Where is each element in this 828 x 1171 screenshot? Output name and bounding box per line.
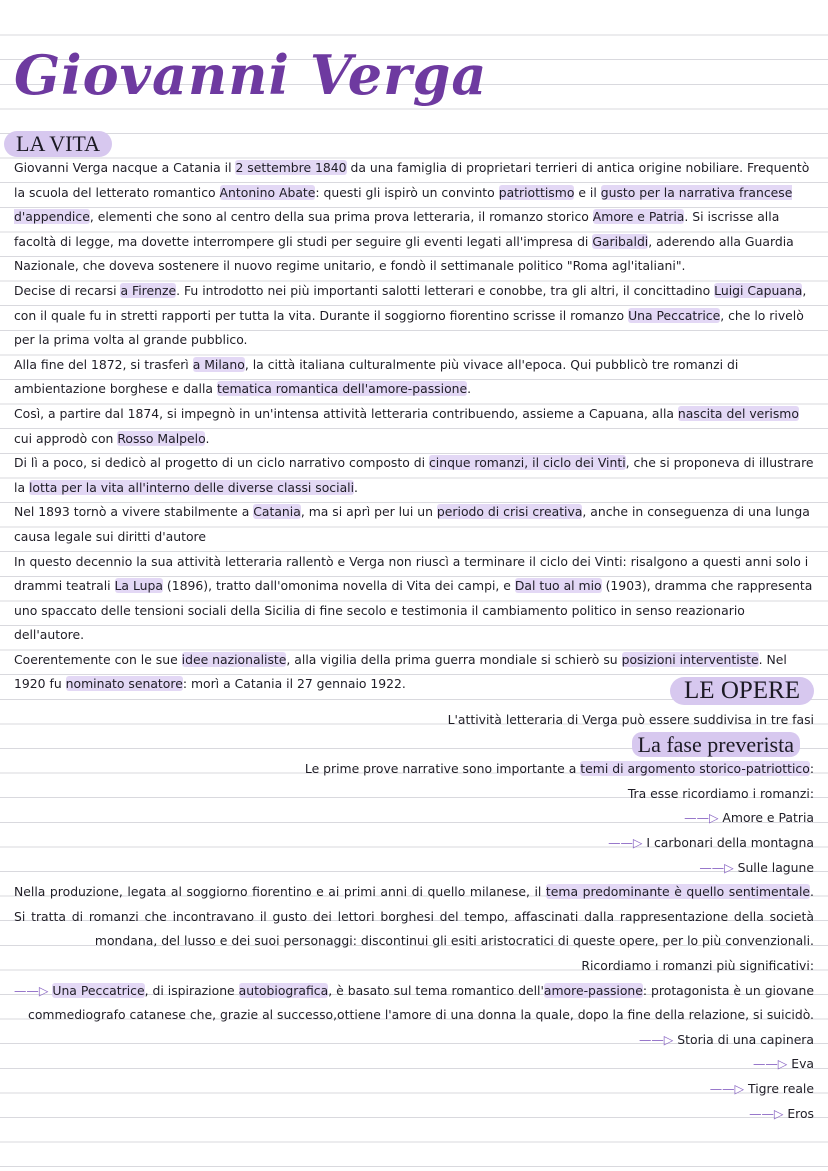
highlight: gusto per la narrativa francese d'appendice [14, 184, 793, 225]
list-item: ——▷ Eros [749, 1105, 814, 1121]
highlight: tematica romantica dell'amore-passione [216, 381, 468, 397]
opere-text [14, 708, 814, 1126]
highlight: a Milano [192, 356, 245, 372]
peccatrice-paragraph: ——▷ Una Peccatrice, di ispirazione autobiografica, è basato sul tema romantico dell'amore-passione: protagonista è un giovane commediografo catanese che, grazie al successo,ottiene l'amore di una donna la quale, dopo la fine della relazione, si suicidò. [14, 982, 814, 1023]
list-item: ——▷ I carbonari della montagna [608, 834, 814, 850]
highlight: Catania [253, 504, 301, 520]
section-heading-vita: LA VITA [4, 131, 112, 157]
opere-intro: L'attività letteraria di Verga può essere suddivisa in tre fasi [447, 712, 814, 727]
arrow-icon: ——▷ [752, 1056, 792, 1072]
highlight: Luigi Capuana [714, 282, 803, 298]
list-item: ——▷ Tigre reale [709, 1080, 814, 1096]
vita-paragraph: Alla fine del 1872, si trasferì a Milano, la città italiana culturalmente più vivace all'epoca. Qui pubblicò tre romanzi di ambientazione borghese e dalla tematica romantica dell'amore-passione. [14, 356, 739, 397]
section-heading-fase-preverista: La fase preverista [622, 733, 810, 757]
vita-paragraph: In questo decennio la sua attività letteraria rallentò e Verga non riuscì a terminare il ciclo dei Vinti: risalgono a questi anni solo i drammi teatrali La Lupa (1896), tratto dall'omonima novella di Vita dei campi, e Dal tuo al mio (1903), dramma che rappresenta uno spaccato delle tensioni sociali della Sicilia di fine secolo e testimonia il cambiamento politico in senso reazionario dell'autore. [14, 553, 813, 643]
list-item: ——▷ Amore e Patria [684, 810, 814, 826]
highlight: cinque romanzi, il ciclo dei Vinti [429, 455, 626, 471]
highlight: Rosso Malpelo [117, 430, 206, 446]
highlight: a Firenze [120, 282, 177, 298]
list-item: ——▷ Sulle lagune [699, 859, 814, 875]
highlight: nominato senatore [65, 676, 183, 692]
highlight: patriottismo [498, 184, 575, 200]
page-title: Giovanni Verga [14, 43, 488, 107]
arrow-icon: ——▷ [608, 834, 647, 850]
arrow-icon: ——▷ [684, 810, 723, 826]
vita-paragraph: Decise di recarsi a Firenze. Fu introdotto nei più importanti salotti letterari e conobbe, tra gli altri, il concittadino Luigi Capuana, con il quale fu in stretti rapporti per tutta la vita. Durante il soggiorno fiorentino scrisse il romanzo Una Peccatrice, che lo rivelò per la prima volta al grande pubblico. [14, 282, 807, 348]
highlight: Dal tuo al mio [514, 578, 602, 594]
vita-paragraph: Coerentemente con le sue idee nazionaliste, alla vigilia della prima guerra mondiale si schierò su posizioni interventiste. Nel 1920 fu nominato senatore: morì a Catania il 27 gennaio 1922. [14, 651, 787, 692]
vita-paragraph: Nel 1893 tornò a vivere stabilmente a Catania, ma si aprì per lui un periodo di crisi creativa, anche in conseguenza di una lunga causa legale sui diritti d'autore [14, 504, 810, 544]
highlight: Una Peccatrice [628, 307, 721, 323]
fase-line-2: Tra esse ricordiamo i romanzi: [627, 785, 814, 801]
highlight: Amore e Patria [592, 209, 685, 225]
arrow-icon: ——▷ [709, 1080, 749, 1096]
section-heading-opere: LE OPERE [670, 677, 814, 705]
arrow-icon: ——▷ [749, 1105, 788, 1121]
fase-line-1: Le prime prove narrative sono importante a temi di argomento storico-patriottico: [304, 761, 814, 777]
arrow-icon: ——▷ [14, 982, 49, 998]
ricordiamo-line: Ricordiamo i romanzi più significativi: [581, 957, 814, 973]
highlight: lotta per la vita all'interno delle diverse classi sociali [28, 479, 355, 495]
highlight: Garibaldi [592, 233, 649, 249]
highlight: periodo di crisi creativa [436, 504, 583, 520]
arrow-icon: ——▷ [699, 859, 738, 875]
highlight: posizioni interventiste [621, 651, 759, 667]
vita-paragraph: Così, a partire dal 1874, si impegnò in un'intensa attività letteraria contribuendo, assieme a Capuana, alla nascita del verismo cui approdò con Rosso Malpelo. [14, 405, 799, 446]
list-item: ——▷ Storia di una capinera [639, 1031, 814, 1047]
arrow-icon: ——▷ [639, 1031, 678, 1047]
highlight: Antonino Abate [219, 184, 316, 200]
list-item: ——▷ Eva [752, 1056, 814, 1072]
vita-paragraph: Di lì a poco, si dedicò al progetto di un ciclo narrativo composto di cinque romanzi, il ciclo dei Vinti, che si proponeva di illustrare la lotta per la vita all'interno delle diverse classi sociali. [14, 455, 814, 495]
produzione-paragraph: Nella produzione, legata al soggiorno fiorentino e ai primi anni di quello milanese, il tema predominante è quello sentimentale. Si tratta di romanzi che incontravano il gusto dei lettori borghesi del tempo, affascinati dalla rappresentazione della società mondana, del lusso e dei suoi personaggi: discontinui gli esiti aristocratici di queste opere, per lo più convenzionali. [14, 884, 814, 949]
vita-paragraph: Giovanni Verga nacque a Catania il 2 settembre 1840 da una famiglia di proprietari terrieri di antica origine nobiliare. Frequentò la scuola del letterato romantico Antonino Abate: questi gli ispirò un convinto patriottismo e il gusto per la narrativa francese d'appendice, elementi che sono al centro della sua prima prova letteraria, il romanzo storico Amore e Patria. Si iscrisse alla facoltà di legge, ma dovette interrompere gli studi per seguire gli eventi legati all'impresa di Garibaldi, aderendo alla Guardia Nazionale, che doveva sostenere il nuovo regime unitario, e fondò il settimanale politico "Roma agl'italiani". [14, 160, 810, 274]
vita-text [14, 156, 814, 697]
highlight: 2 settembre 1840 [235, 160, 347, 175]
highlight: nascita del verismo [677, 405, 799, 421]
highlight: La Lupa [114, 578, 163, 594]
highlight: idee nazionaliste [181, 651, 287, 667]
